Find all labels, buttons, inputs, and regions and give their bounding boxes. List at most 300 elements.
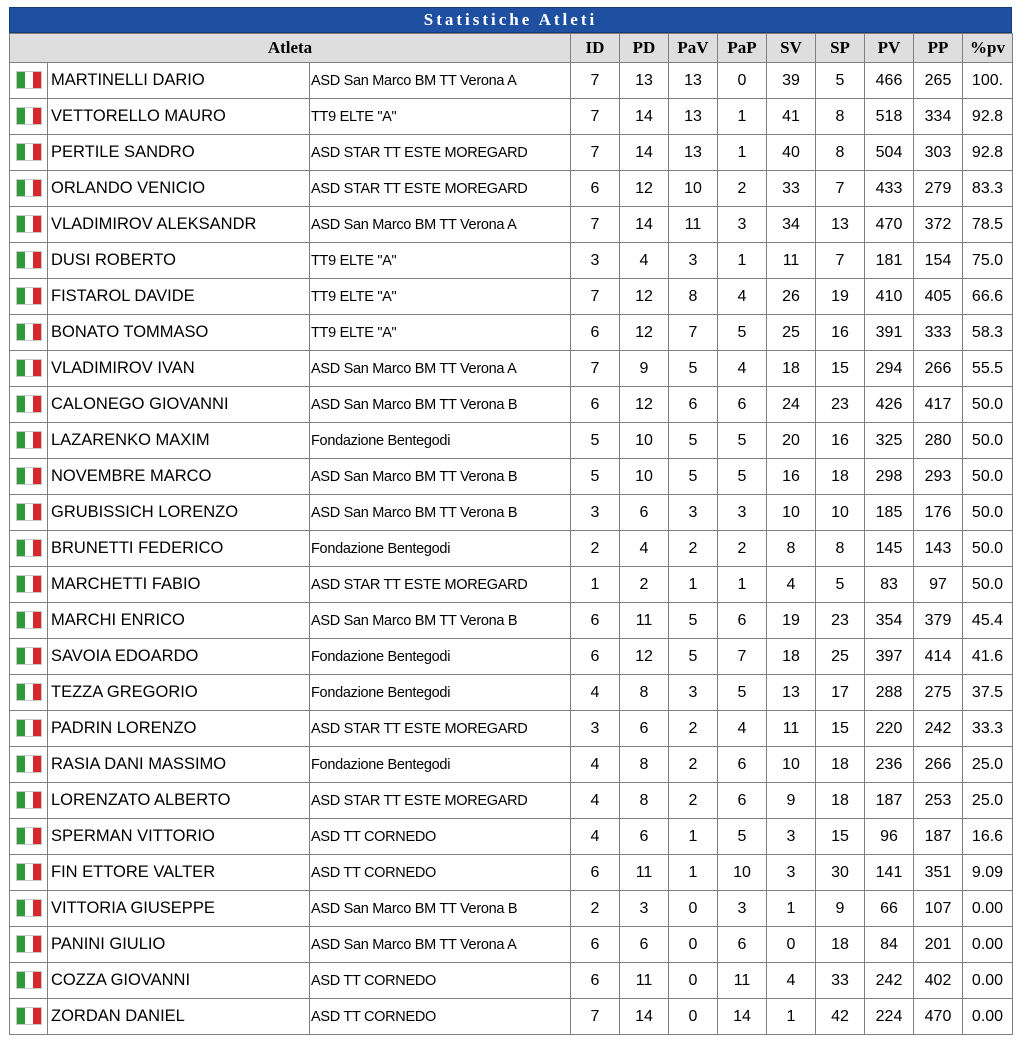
stat-pp: 372: [914, 207, 963, 243]
stat-pp: 253: [914, 783, 963, 819]
stat-pv: 220: [865, 711, 914, 747]
stat-pap: 6: [718, 387, 767, 423]
athlete-name[interactable]: LORENZATO ALBERTO: [48, 783, 310, 819]
flag-cell: [10, 711, 48, 747]
stat-sv: 39: [767, 63, 816, 99]
table-row: [10, 495, 1013, 531]
stat-sp: 8: [816, 531, 865, 567]
stat-id: 4: [571, 747, 620, 783]
stat-sp: 42: [816, 999, 865, 1035]
stat-pv: 224: [865, 999, 914, 1035]
italy-flag-icon: [17, 396, 41, 412]
table-row: [10, 675, 1013, 711]
athlete-team: ASD STAR TT ESTE MOREGARD: [310, 135, 571, 171]
header-sp[interactable]: SP: [816, 34, 865, 63]
athlete-team: Fondazione Bentegodi: [310, 423, 571, 459]
stat-sv: 10: [767, 747, 816, 783]
stat-pv: 294: [865, 351, 914, 387]
table-row: [10, 999, 1013, 1035]
athlete-name[interactable]: PADRIN LORENZO: [48, 711, 310, 747]
stat-sv: 4: [767, 963, 816, 999]
stat-pct-pv: 100.: [963, 63, 1013, 99]
stat-pp: 405: [914, 279, 963, 315]
italy-flag-icon: [17, 972, 41, 988]
flag-cell: [10, 243, 48, 279]
stat-sv: 19: [767, 603, 816, 639]
header-id[interactable]: ID: [571, 34, 620, 63]
italy-flag-icon: [17, 612, 41, 628]
stat-id: 6: [571, 603, 620, 639]
athlete-team: ASD STAR TT ESTE MOREGARD: [310, 783, 571, 819]
stat-sv: 4: [767, 567, 816, 603]
stat-pp: 265: [914, 63, 963, 99]
flag-cell: [10, 855, 48, 891]
stat-sp: 18: [816, 927, 865, 963]
stat-pd: 14: [620, 135, 669, 171]
stat-pct-pv: 50.0: [963, 423, 1013, 459]
stat-pav: 2: [669, 531, 718, 567]
italy-flag-icon: [17, 1008, 41, 1024]
athlete-name[interactable]: PERTILE SANDRO: [48, 135, 310, 171]
stat-pv: 410: [865, 279, 914, 315]
athlete-team: ASD TT CORNEDO: [310, 819, 571, 855]
stat-pav: 13: [669, 63, 718, 99]
italy-flag-icon: [17, 180, 41, 196]
stat-pap: 6: [718, 927, 767, 963]
flag-cell: [10, 747, 48, 783]
stat-sv: 26: [767, 279, 816, 315]
header-pct-pv[interactable]: %pv: [963, 34, 1013, 63]
athlete-name[interactable]: SAVOIA EDOARDO: [48, 639, 310, 675]
stat-pct-pv: 83.3: [963, 171, 1013, 207]
stat-pav: 1: [669, 855, 718, 891]
stat-pd: 13: [620, 63, 669, 99]
stat-pct-pv: 25.0: [963, 783, 1013, 819]
italy-flag-icon: [17, 828, 41, 844]
stat-pp: 417: [914, 387, 963, 423]
flag-cell: [10, 135, 48, 171]
italy-flag-icon: [17, 648, 41, 664]
athlete-name[interactable]: VLADIMIROV IVAN: [48, 351, 310, 387]
stat-pp: 154: [914, 243, 963, 279]
stat-pp: 470: [914, 999, 963, 1035]
stat-sp: 5: [816, 63, 865, 99]
stat-pd: 14: [620, 999, 669, 1035]
stat-pav: 8: [669, 279, 718, 315]
stat-pct-pv: 55.5: [963, 351, 1013, 387]
stat-pct-pv: 50.0: [963, 495, 1013, 531]
stat-pav: 0: [669, 927, 718, 963]
stat-id: 6: [571, 927, 620, 963]
stat-pd: 14: [620, 207, 669, 243]
stat-pap: 5: [718, 819, 767, 855]
stat-pap: 5: [718, 459, 767, 495]
stat-pav: 5: [669, 459, 718, 495]
stat-pp: 143: [914, 531, 963, 567]
stat-sp: 15: [816, 819, 865, 855]
athlete-name[interactable]: COZZA GIOVANNI: [48, 963, 310, 999]
italy-flag-icon: [17, 72, 41, 88]
stat-pp: 266: [914, 747, 963, 783]
athlete-name[interactable]: VLADIMIROV ALEKSANDR: [48, 207, 310, 243]
table-row: [10, 423, 1013, 459]
stat-pct-pv: 0.00: [963, 927, 1013, 963]
table-row: [10, 459, 1013, 495]
athlete-team: TT9 ELTE "A": [310, 243, 571, 279]
table-row: [10, 711, 1013, 747]
stat-sp: 18: [816, 459, 865, 495]
stat-pp: 97: [914, 567, 963, 603]
athlete-name[interactable]: CALONEGO GIOVANNI: [48, 387, 310, 423]
italy-flag-icon: [17, 540, 41, 556]
stat-pd: 11: [620, 603, 669, 639]
stat-pv: 185: [865, 495, 914, 531]
italy-flag-icon: [17, 216, 41, 232]
stat-pp: 266: [914, 351, 963, 387]
stat-id: 5: [571, 459, 620, 495]
athlete-team: ASD TT CORNEDO: [310, 999, 571, 1035]
stat-pct-pv: 0.00: [963, 999, 1013, 1035]
stat-pv: 83: [865, 567, 914, 603]
stat-sp: 5: [816, 567, 865, 603]
stat-pap: 11: [718, 963, 767, 999]
athlete-name[interactable]: TEZZA GREGORIO: [48, 675, 310, 711]
table-row: [10, 387, 1013, 423]
stat-id: 4: [571, 675, 620, 711]
athlete-team: ASD San Marco BM TT Verona B: [310, 459, 571, 495]
athlete-name[interactable]: MARCHI ENRICO: [48, 603, 310, 639]
stat-sp: 30: [816, 855, 865, 891]
stat-sv: 33: [767, 171, 816, 207]
stat-sv: 34: [767, 207, 816, 243]
athlete-name[interactable]: PANINI GIULIO: [48, 927, 310, 963]
stat-pd: 12: [620, 171, 669, 207]
athlete-name[interactable]: SPERMAN VITTORIO: [48, 819, 310, 855]
stat-pv: 66: [865, 891, 914, 927]
stat-pct-pv: 66.6: [963, 279, 1013, 315]
table-row: [10, 171, 1013, 207]
athlete-team: ASD TT CORNEDO: [310, 963, 571, 999]
athlete-name[interactable]: NOVEMBRE MARCO: [48, 459, 310, 495]
stat-pav: 11: [669, 207, 718, 243]
stat-sv: 3: [767, 855, 816, 891]
stat-pct-pv: 78.5: [963, 207, 1013, 243]
stat-pav: 1: [669, 567, 718, 603]
athlete-name[interactable]: LAZARENKO MAXIM: [48, 423, 310, 459]
italy-flag-icon: [17, 252, 41, 268]
stat-pap: 4: [718, 279, 767, 315]
stat-pap: 14: [718, 999, 767, 1035]
stat-pd: 6: [620, 495, 669, 531]
stat-pd: 12: [620, 639, 669, 675]
athlete-team: TT9 ELTE "A": [310, 279, 571, 315]
flag-cell: [10, 963, 48, 999]
header-row: [10, 34, 1013, 63]
stat-sp: 10: [816, 495, 865, 531]
stat-pct-pv: 50.0: [963, 567, 1013, 603]
stat-pav: 3: [669, 675, 718, 711]
stat-pct-pv: 92.8: [963, 135, 1013, 171]
stat-sv: 18: [767, 351, 816, 387]
italy-flag-icon: [17, 144, 41, 160]
flag-cell: [10, 891, 48, 927]
stat-pap: 4: [718, 351, 767, 387]
stat-pd: 8: [620, 675, 669, 711]
stat-pav: 1: [669, 819, 718, 855]
stat-pp: 280: [914, 423, 963, 459]
stat-pct-pv: 25.0: [963, 747, 1013, 783]
table-row: [10, 315, 1013, 351]
stat-sv: 10: [767, 495, 816, 531]
stat-pv: 181: [865, 243, 914, 279]
italy-flag-icon: [17, 684, 41, 700]
flag-cell: [10, 279, 48, 315]
athlete-name[interactable]: ORLANDO VENICIO: [48, 171, 310, 207]
stat-pp: 187: [914, 819, 963, 855]
stat-sv: 40: [767, 135, 816, 171]
athlete-team: Fondazione Bentegodi: [310, 531, 571, 567]
stat-pav: 5: [669, 603, 718, 639]
table-row: [10, 243, 1013, 279]
stat-sv: 1: [767, 891, 816, 927]
stat-pap: 1: [718, 99, 767, 135]
stat-pct-pv: 45.4: [963, 603, 1013, 639]
header-pav[interactable]: PaV: [669, 34, 718, 63]
table-row: [10, 855, 1013, 891]
stat-pap: 3: [718, 207, 767, 243]
stat-id: 6: [571, 387, 620, 423]
table-row: [10, 531, 1013, 567]
italy-flag-icon: [17, 900, 41, 916]
table-body: [10, 63, 1013, 1035]
stat-pd: 3: [620, 891, 669, 927]
stat-pd: 11: [620, 855, 669, 891]
italy-flag-icon: [17, 324, 41, 340]
stat-sv: 3: [767, 819, 816, 855]
header-pap[interactable]: PaP: [718, 34, 767, 63]
stat-id: 6: [571, 315, 620, 351]
stat-pd: 6: [620, 927, 669, 963]
athlete-team: ASD San Marco BM TT Verona B: [310, 495, 571, 531]
stat-pap: 5: [718, 423, 767, 459]
italy-flag-icon: [17, 432, 41, 448]
stat-pp: 303: [914, 135, 963, 171]
stat-pav: 5: [669, 423, 718, 459]
stat-id: 4: [571, 819, 620, 855]
stat-id: 6: [571, 171, 620, 207]
flag-cell: [10, 99, 48, 135]
stat-sp: 15: [816, 711, 865, 747]
stat-pv: 470: [865, 207, 914, 243]
header-pv[interactable]: PV: [865, 34, 914, 63]
athlete-team: TT9 ELTE "A": [310, 99, 571, 135]
flag-cell: [10, 387, 48, 423]
flag-cell: [10, 531, 48, 567]
stat-sp: 23: [816, 603, 865, 639]
stat-pd: 12: [620, 279, 669, 315]
stat-pav: 0: [669, 963, 718, 999]
stat-pd: 8: [620, 783, 669, 819]
flag-cell: [10, 927, 48, 963]
stat-id: 6: [571, 963, 620, 999]
stat-pav: 6: [669, 387, 718, 423]
stat-pd: 2: [620, 567, 669, 603]
stat-sv: 18: [767, 639, 816, 675]
stat-id: 7: [571, 999, 620, 1035]
stat-sp: 7: [816, 243, 865, 279]
stat-pav: 5: [669, 639, 718, 675]
stat-pv: 96: [865, 819, 914, 855]
stat-pav: 5: [669, 351, 718, 387]
flag-cell: [10, 459, 48, 495]
athlete-name[interactable]: FISTAROL DAVIDE: [48, 279, 310, 315]
flag-cell: [10, 675, 48, 711]
table-row: [10, 819, 1013, 855]
stat-pav: 2: [669, 747, 718, 783]
athlete-team: ASD San Marco BM TT Verona B: [310, 603, 571, 639]
stat-sp: 9: [816, 891, 865, 927]
italy-flag-icon: [17, 792, 41, 808]
stat-id: 7: [571, 351, 620, 387]
stat-pp: 201: [914, 927, 963, 963]
stat-sv: 1: [767, 999, 816, 1035]
stat-pct-pv: 9.09: [963, 855, 1013, 891]
table-row: [10, 351, 1013, 387]
stat-pv: 288: [865, 675, 914, 711]
athlete-name[interactable]: BRUNETTI FEDERICO: [48, 531, 310, 567]
stat-sv: 25: [767, 315, 816, 351]
stat-pp: 279: [914, 171, 963, 207]
header-pp[interactable]: PP: [914, 34, 963, 63]
italy-flag-icon: [17, 288, 41, 304]
stat-id: 7: [571, 63, 620, 99]
table-row: [10, 567, 1013, 603]
stat-pv: 466: [865, 63, 914, 99]
stat-pap: 2: [718, 531, 767, 567]
stat-pp: 379: [914, 603, 963, 639]
table-row: [10, 63, 1013, 99]
stat-sv: 11: [767, 711, 816, 747]
flag-cell: [10, 639, 48, 675]
stat-pd: 6: [620, 711, 669, 747]
table-row: [10, 963, 1013, 999]
stat-pap: 2: [718, 171, 767, 207]
stat-pap: 3: [718, 495, 767, 531]
stat-pp: 334: [914, 99, 963, 135]
athlete-name[interactable]: GRUBISSICH LORENZO: [48, 495, 310, 531]
stat-pd: 12: [620, 315, 669, 351]
stat-pv: 242: [865, 963, 914, 999]
stat-pav: 3: [669, 495, 718, 531]
table-row: [10, 927, 1013, 963]
stat-pav: 3: [669, 243, 718, 279]
stat-pap: 6: [718, 603, 767, 639]
stat-id: 6: [571, 855, 620, 891]
stat-pv: 397: [865, 639, 914, 675]
stat-sp: 18: [816, 747, 865, 783]
flag-cell: [10, 351, 48, 387]
table-row: [10, 891, 1013, 927]
stat-pp: 414: [914, 639, 963, 675]
stat-pct-pv: 16.6: [963, 819, 1013, 855]
athlete-team: ASD San Marco BM TT Verona A: [310, 207, 571, 243]
header-pd[interactable]: PD: [620, 34, 669, 63]
stat-pap: 0: [718, 63, 767, 99]
athlete-team: ASD STAR TT ESTE MOREGARD: [310, 171, 571, 207]
stat-pd: 4: [620, 531, 669, 567]
italy-flag-icon: [17, 360, 41, 376]
stat-pv: 391: [865, 315, 914, 351]
athlete-name[interactable]: FIN ETTORE VALTER: [48, 855, 310, 891]
athlete-name[interactable]: BONATO TOMMASO: [48, 315, 310, 351]
stat-pp: 333: [914, 315, 963, 351]
stat-sp: 13: [816, 207, 865, 243]
stat-pv: 236: [865, 747, 914, 783]
athlete-team: ASD San Marco BM TT Verona A: [310, 63, 571, 99]
athlete-name[interactable]: MARCHETTI FABIO: [48, 567, 310, 603]
table-row: [10, 135, 1013, 171]
stat-id: 3: [571, 243, 620, 279]
stat-pap: 10: [718, 855, 767, 891]
athlete-team: ASD San Marco BM TT Verona B: [310, 891, 571, 927]
stat-id: 6: [571, 639, 620, 675]
stat-pav: 13: [669, 99, 718, 135]
flag-cell: [10, 171, 48, 207]
stat-sp: 25: [816, 639, 865, 675]
stat-pap: 1: [718, 243, 767, 279]
stat-id: 7: [571, 99, 620, 135]
stat-pd: 8: [620, 747, 669, 783]
stat-pp: 107: [914, 891, 963, 927]
table-row: [10, 279, 1013, 315]
header-sv[interactable]: SV: [767, 34, 816, 63]
stat-pap: 3: [718, 891, 767, 927]
athlete-name[interactable]: ZORDAN DANIEL: [48, 999, 310, 1035]
stat-pap: 7: [718, 639, 767, 675]
stat-sp: 8: [816, 135, 865, 171]
flag-cell: [10, 819, 48, 855]
stat-pp: 402: [914, 963, 963, 999]
stat-pap: 6: [718, 783, 767, 819]
italy-flag-icon: [17, 108, 41, 124]
athlete-team: TT9 ELTE "A": [310, 315, 571, 351]
stat-id: 2: [571, 891, 620, 927]
athlete-name[interactable]: RASIA DANI MASSIMO: [48, 747, 310, 783]
stat-sp: 16: [816, 315, 865, 351]
athlete-name[interactable]: MARTINELLI DARIO: [48, 63, 310, 99]
athlete-team: ASD San Marco BM TT Verona A: [310, 351, 571, 387]
stat-sv: 0: [767, 927, 816, 963]
stat-pv: 298: [865, 459, 914, 495]
flag-cell: [10, 63, 48, 99]
stat-id: 2: [571, 531, 620, 567]
athlete-name[interactable]: DUSI ROBERTO: [48, 243, 310, 279]
table-row: [10, 603, 1013, 639]
stat-pct-pv: 0.00: [963, 963, 1013, 999]
stat-sp: 15: [816, 351, 865, 387]
header-athlete[interactable]: Atleta: [10, 34, 571, 63]
athlete-name[interactable]: VETTORELLO MAURO: [48, 99, 310, 135]
table-row: [10, 639, 1013, 675]
flag-cell: [10, 999, 48, 1035]
stat-pap: 6: [718, 747, 767, 783]
stat-pct-pv: 50.0: [963, 387, 1013, 423]
athlete-name[interactable]: VITTORIA GIUSEPPE: [48, 891, 310, 927]
stat-sv: 41: [767, 99, 816, 135]
stat-pap: 1: [718, 567, 767, 603]
italy-flag-icon: [17, 468, 41, 484]
stat-sv: 9: [767, 783, 816, 819]
